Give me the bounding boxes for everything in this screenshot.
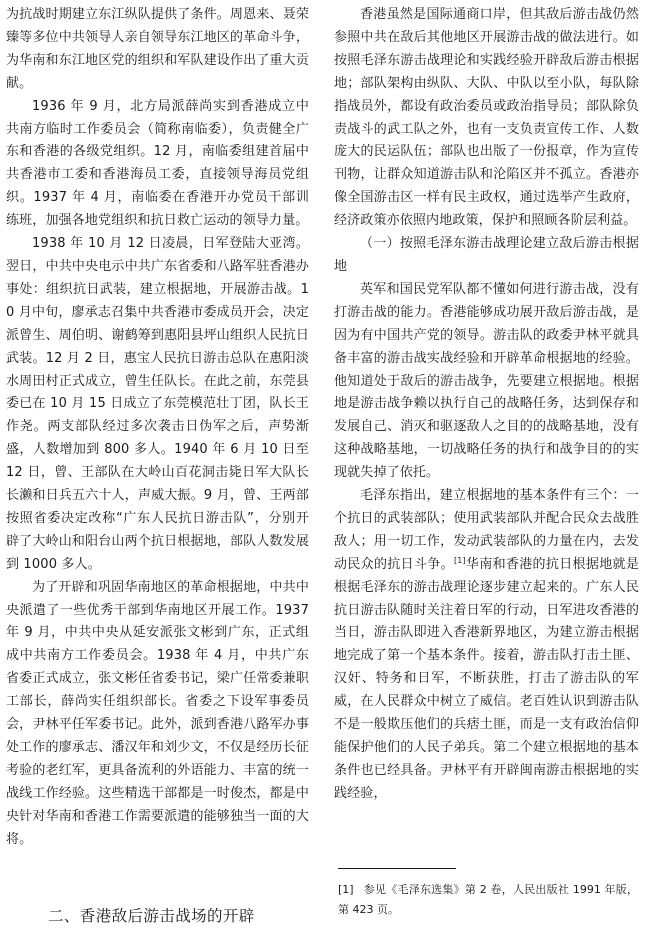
footnote <box>338 880 638 920</box>
right-column <box>334 4 639 806</box>
paragraph: 香港虽然是国际通商口岸，但其敌后游击战仍然参照中共在敌后其他地区开展游击战的做法进行。如按照毛泽东游击战理论和实践经验开辟敌后游击根据地；部队架构由纵队、大队、中队以至小队，每队除指战员外，都设有政治委员或政治指导员；部队除负责战斗的武工队之外，也有一支负责宣传工作、人数庞大的民运队伍；部队也出版了一份报章，作为宣传刊物，让群众知道游击队和沦陷区并不孤立。香港亦像全国游击区一样有民主政权，通过选举产生政府，经济政策亦依照内地政策，保护和照顾各阶层利益。 <box>334 7 639 229</box>
paragraph: 为了开辟和巩固华南地区的革命根据地，中共中央派遣了一些优秀干部到华南地区开展工作。1937 年 9 月，中共中央从延安派张文彬到广东，正式组成中共南方工作委员会。1938 年 4 月，中共广东省委正式成立，张文彬任省委书记，梁广任常委兼职工部长，薛尚实任组织部长。省委之下设军事委员会，尹林平任军委书记。此外，派到香港八路军办事处工作的廖承志、潘汉年和刘少文，不仅是经历长征考验的老红军，更具备流利的外语能力、丰富的统一战线工作经验。这些精选干部都是一时俊杰，都是中央针对华南和香港工作需要派遣的能够独当一面的大将。 <box>6 579 309 847</box>
section-title: 二、香港敌后游击战场的开辟 <box>48 907 255 925</box>
footnote-mark: [1] <box>338 883 354 896</box>
paragraph-text: 华南和香港的抗日根据地就是根据毛泽东的游击战理论逐步建立起来的。广东人民抗日游击队随时关注着日军的行动，日军进攻香港的当日，游击队即进入香港新界地区，为建立游击根据地完成了第一个基本条件。接着，游击队打击土匪、汉奸、特务和日军，不断获胜，打击了游击队的军威，在人民群众中树立了威信。老百姓认识到游击队不是一般欺压他们的兵痞土匪，而是一支有政治信仰能保护他们的人民子弟兵。第二个建立根据地的基本条件也已经具备。尹林平有开辟闽南游击根据地的实践经验， <box>334 556 639 801</box>
left-column <box>6 4 309 852</box>
footnote-divider <box>338 868 456 869</box>
footnote-text: 参见《毛泽东选集》第 2 卷，人民出版社 1991 年版，第 423 页。 <box>338 883 638 916</box>
footnote-reference: [1] <box>453 555 466 565</box>
paragraph: 1938 年 10 月 12 日凌晨，日军登陆大亚湾。翌日，中共中央电示中共广东省委和八路军驻香港办事处：组织抗日武装，建立根据地，开展游击战。10 月中旬，廖承志召集中共香港市委成员开会，决定派曾生、周伯明、谢鹤筹到惠阳县坪山组织人民抗日武装。12 月 2 日，惠宝人民抗日游击总队在惠阳淡水周田村正式成立，曾生任队长。在此之前，东莞县委已在 10 月 15 日成立了东莞模范壮丁团，队长王作尧。两支部队经过多次袭击日伪军之后，声势渐盛，人数增加到 800 多人。1940 年 6 月 10 日至 12 日，曾、王部队在大岭山百花洞击毙日军大队长长濑和日兵五六十人，声威大振。9 月，曾、王两部按照省委决定改称“广东人民抗日游击队”，分别开辟了大岭山和阳台山两个抗日根据地，部队人数发展到 1000 多人。 <box>6 236 309 572</box>
subsection-heading: （一）按照毛泽东游击战理论建立敌后游击根据地 <box>334 236 639 274</box>
paragraph: 为抗战时期建立东江纵队提供了条件。周恩来、聂荣臻等多位中共领导人亲自领导东江地区的革命斗争，为华南和东江地区党的组织和军队建设作出了重大贡献。 <box>6 7 309 91</box>
paragraph-text: 毛泽东指出，建立根据地的基本条件有三个：一个抗日的武装部队；使用武装部队并配合民众去战胜敌人；用一切工作，发动武装部队的力量在内，去发动民众的抗日斗争。 <box>334 488 639 572</box>
paragraph-with-reference <box>334 485 639 806</box>
paragraph: 1936 年 9 月，北方局派薛尚实到香港成立中共南方临时工作委员会（简称南临委），负责健全广东和香港的各级党组织。12 月，南临委组建首届中共香港市工委和香港海员工委，直接领导海员党组织。1937 年 4 月，南临委在香港开办党员干部训练班，加强各地党组织和抗日救亡运动的领导力量。 <box>6 98 309 229</box>
paragraph: 英军和国民党军队都不懂如何进行游击战，没有打游击战的能力。香港能够成功展开敌后游击战，是因为有中国共产党的领导。游击队的政委尹林平就具备丰富的游击战实战经验和开辟革命根据地的经验。他知道处于敌后的游击战争，先要建立根据地。根据地是游击战争赖以执行自己的战略任务，达到保存和发展自己、消灭和驱逐敌人之目的的战略基地，没有这种战略基地，一切战略任务的执行和战争目的的实现就失掉了依托。 <box>334 281 639 481</box>
